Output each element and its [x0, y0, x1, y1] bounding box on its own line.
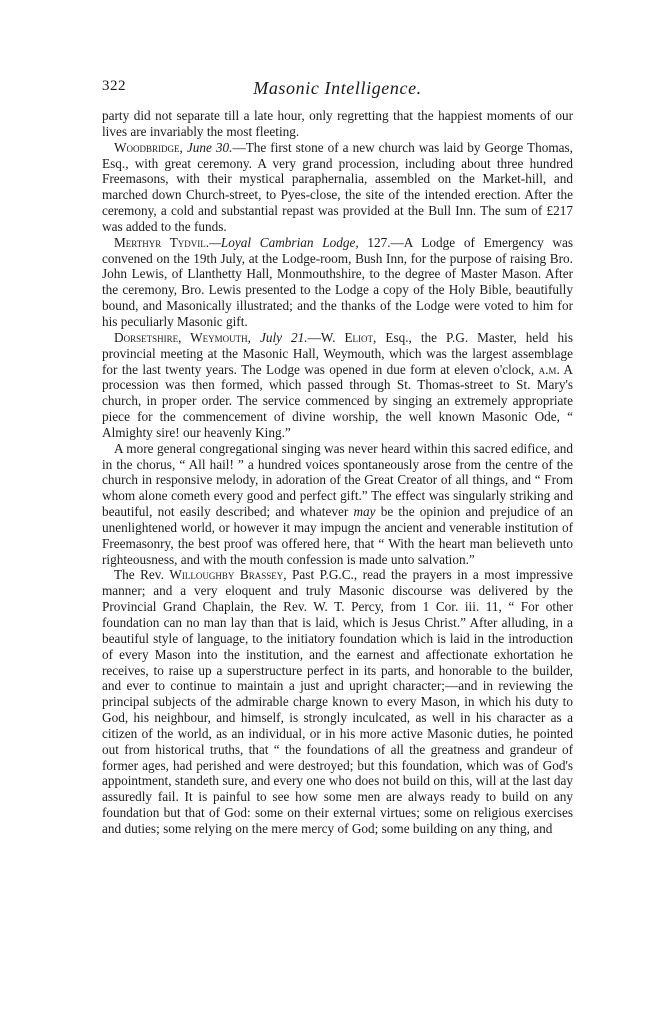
paragraph-singing — [102, 441, 573, 568]
paragraph-text: , Esq., the P.G. Master, held his provincial meeting at the Masonic Hall, Weymouth, which was the largest assemblage for the last twenty years. The Lodge was opened in due form at eleven o'clock, — [102, 329, 573, 377]
running-head: Masonic Intelligence. — [253, 78, 422, 98]
paragraph-dorsetshire — [102, 330, 573, 441]
italic-word: may — [353, 504, 376, 520]
page-header — [102, 78, 573, 100]
person-name: Willoughby Brassey — [169, 567, 284, 583]
place-name: Merthyr Tydvil. — [114, 234, 210, 250]
paragraph-text: A procession was then formed, which passed through St. Thomas-street to St. Mary's church, in proper order. The service commenced by singing an extremely appropriate piece for the commencement of divine worship, the well known Masonic Ode, “ Almighty sire! our heavenly King.” — [102, 361, 573, 440]
paragraph-text: —The first stone of a new church was laid by George Thomas, Esq., with great ceremony. A very grand procession, including about three hundred Freemasons, with their mystical paraphernalia, assembled on the Market-hill, and marched down Church-street, to Pyes-close, the site of the intended erection. After the ceremony, a cold and substantial repast was provided at the Bull Inn. The sum of £217 was added to the funds. — [102, 139, 573, 234]
place-name: Woodbridge, — [114, 139, 183, 155]
time-abbrev: a.m. — [538, 361, 560, 377]
paragraph-sermon — [102, 567, 573, 836]
paragraph-text: A more general congregational singing was never heard within this sacred edifice, and in the chorus, “ All hail! ” a hundred voices spontaneously arose from the centre of the church in responsive melody, in adoration of the Great Creator of all things, and “ From whom alone cometh every good and perfect gift.” The effect was singularly striking and beautiful, not easily described; and whatever — [102, 440, 573, 520]
paragraph-text: be the opinion and prejudice of an unenlightened world, or however it may impugn the ancient and venerable institution of Freemasonry, the best proof was offered here, that “ With the heart man believeth unto righteousness, and with the mouth confession is made unto salvation.” — [102, 504, 573, 567]
paragraph-text: The Rev. — [114, 567, 170, 583]
page-number: 322 — [102, 78, 126, 94]
paragraph-text: party did not separate till a late hour, only regretting that the happiest moments of our lives are invariably the most fleeting. — [102, 108, 573, 139]
paragraph-text: , Past P.G.C., read the prayers in a most impressive manner; and a very eloquent and truly Masonic discourse was delivered by the Provincial Grand Chaplain, the Rev. W. T. Percy, from 1 Cor. iii. 11, “ For other foundation can no man lay than that is laid, which is Jesus Christ.” After alluding, in a beautiful style of language, to the initiatory foundation which is laid in the introduction of every Mason into the institution, and the earnest and affectionate exhortation he receives, to raise up a superstructure perfect in its parts, and honorable to the builder, and ever to continue to maintain a just and upright character;—and in reviewing the principal subjects of the admirable charge known to every Mason, in which his duty to God, his neighbour, and himself, is strongly inculcated, as well in his character as a citizen of the world, as an individual, or in his more active Masonic duties, he pointed out from historical truths, that “ the foundations of all the greatness and grandeur of former ages, had perished and were destroyed; but this foundation, which was of God's appointment, standeth sure, and every one who does not build on this, will at the last day assuredly fail. It is painful to see how some men are always ready to build on any foundation but that of God: some on their external virtues; some on religious exercises and duties; some relying on the mere mercy of God; some building on any thing, and — [102, 567, 573, 836]
paragraph-text: — — [307, 329, 321, 345]
date: June 30. — [186, 139, 233, 155]
paragraph-text: 127.—A Lodge of Emergency was convened on the 19th July, at the Lodge-room, Bush Inn, for the purpose of raising Bro. John Lewis, of Llanthetty Hall, Monmouthshire, to the degree of Master Mason. After the ceremony, Bro. Lewis presented to the Lodge a copy of the Holy Bible, beautifully bound, and Masonically illustrated; and the thanks of the Lodge were voted to him for his peculiarly Masonic gift. — [102, 234, 574, 329]
paragraph-woodbridge — [102, 140, 573, 235]
lodge-name: —Loyal Cambrian Lodge, — [209, 234, 359, 250]
place-name: Dorsetshire, Weymouth, — [114, 329, 251, 345]
paragraph-continuation — [102, 108, 573, 140]
person-name: W. Eliot — [320, 329, 374, 345]
body-text — [102, 108, 573, 837]
date: July 21. — [259, 329, 308, 345]
paragraph-merthyr-tydvil — [102, 235, 573, 330]
